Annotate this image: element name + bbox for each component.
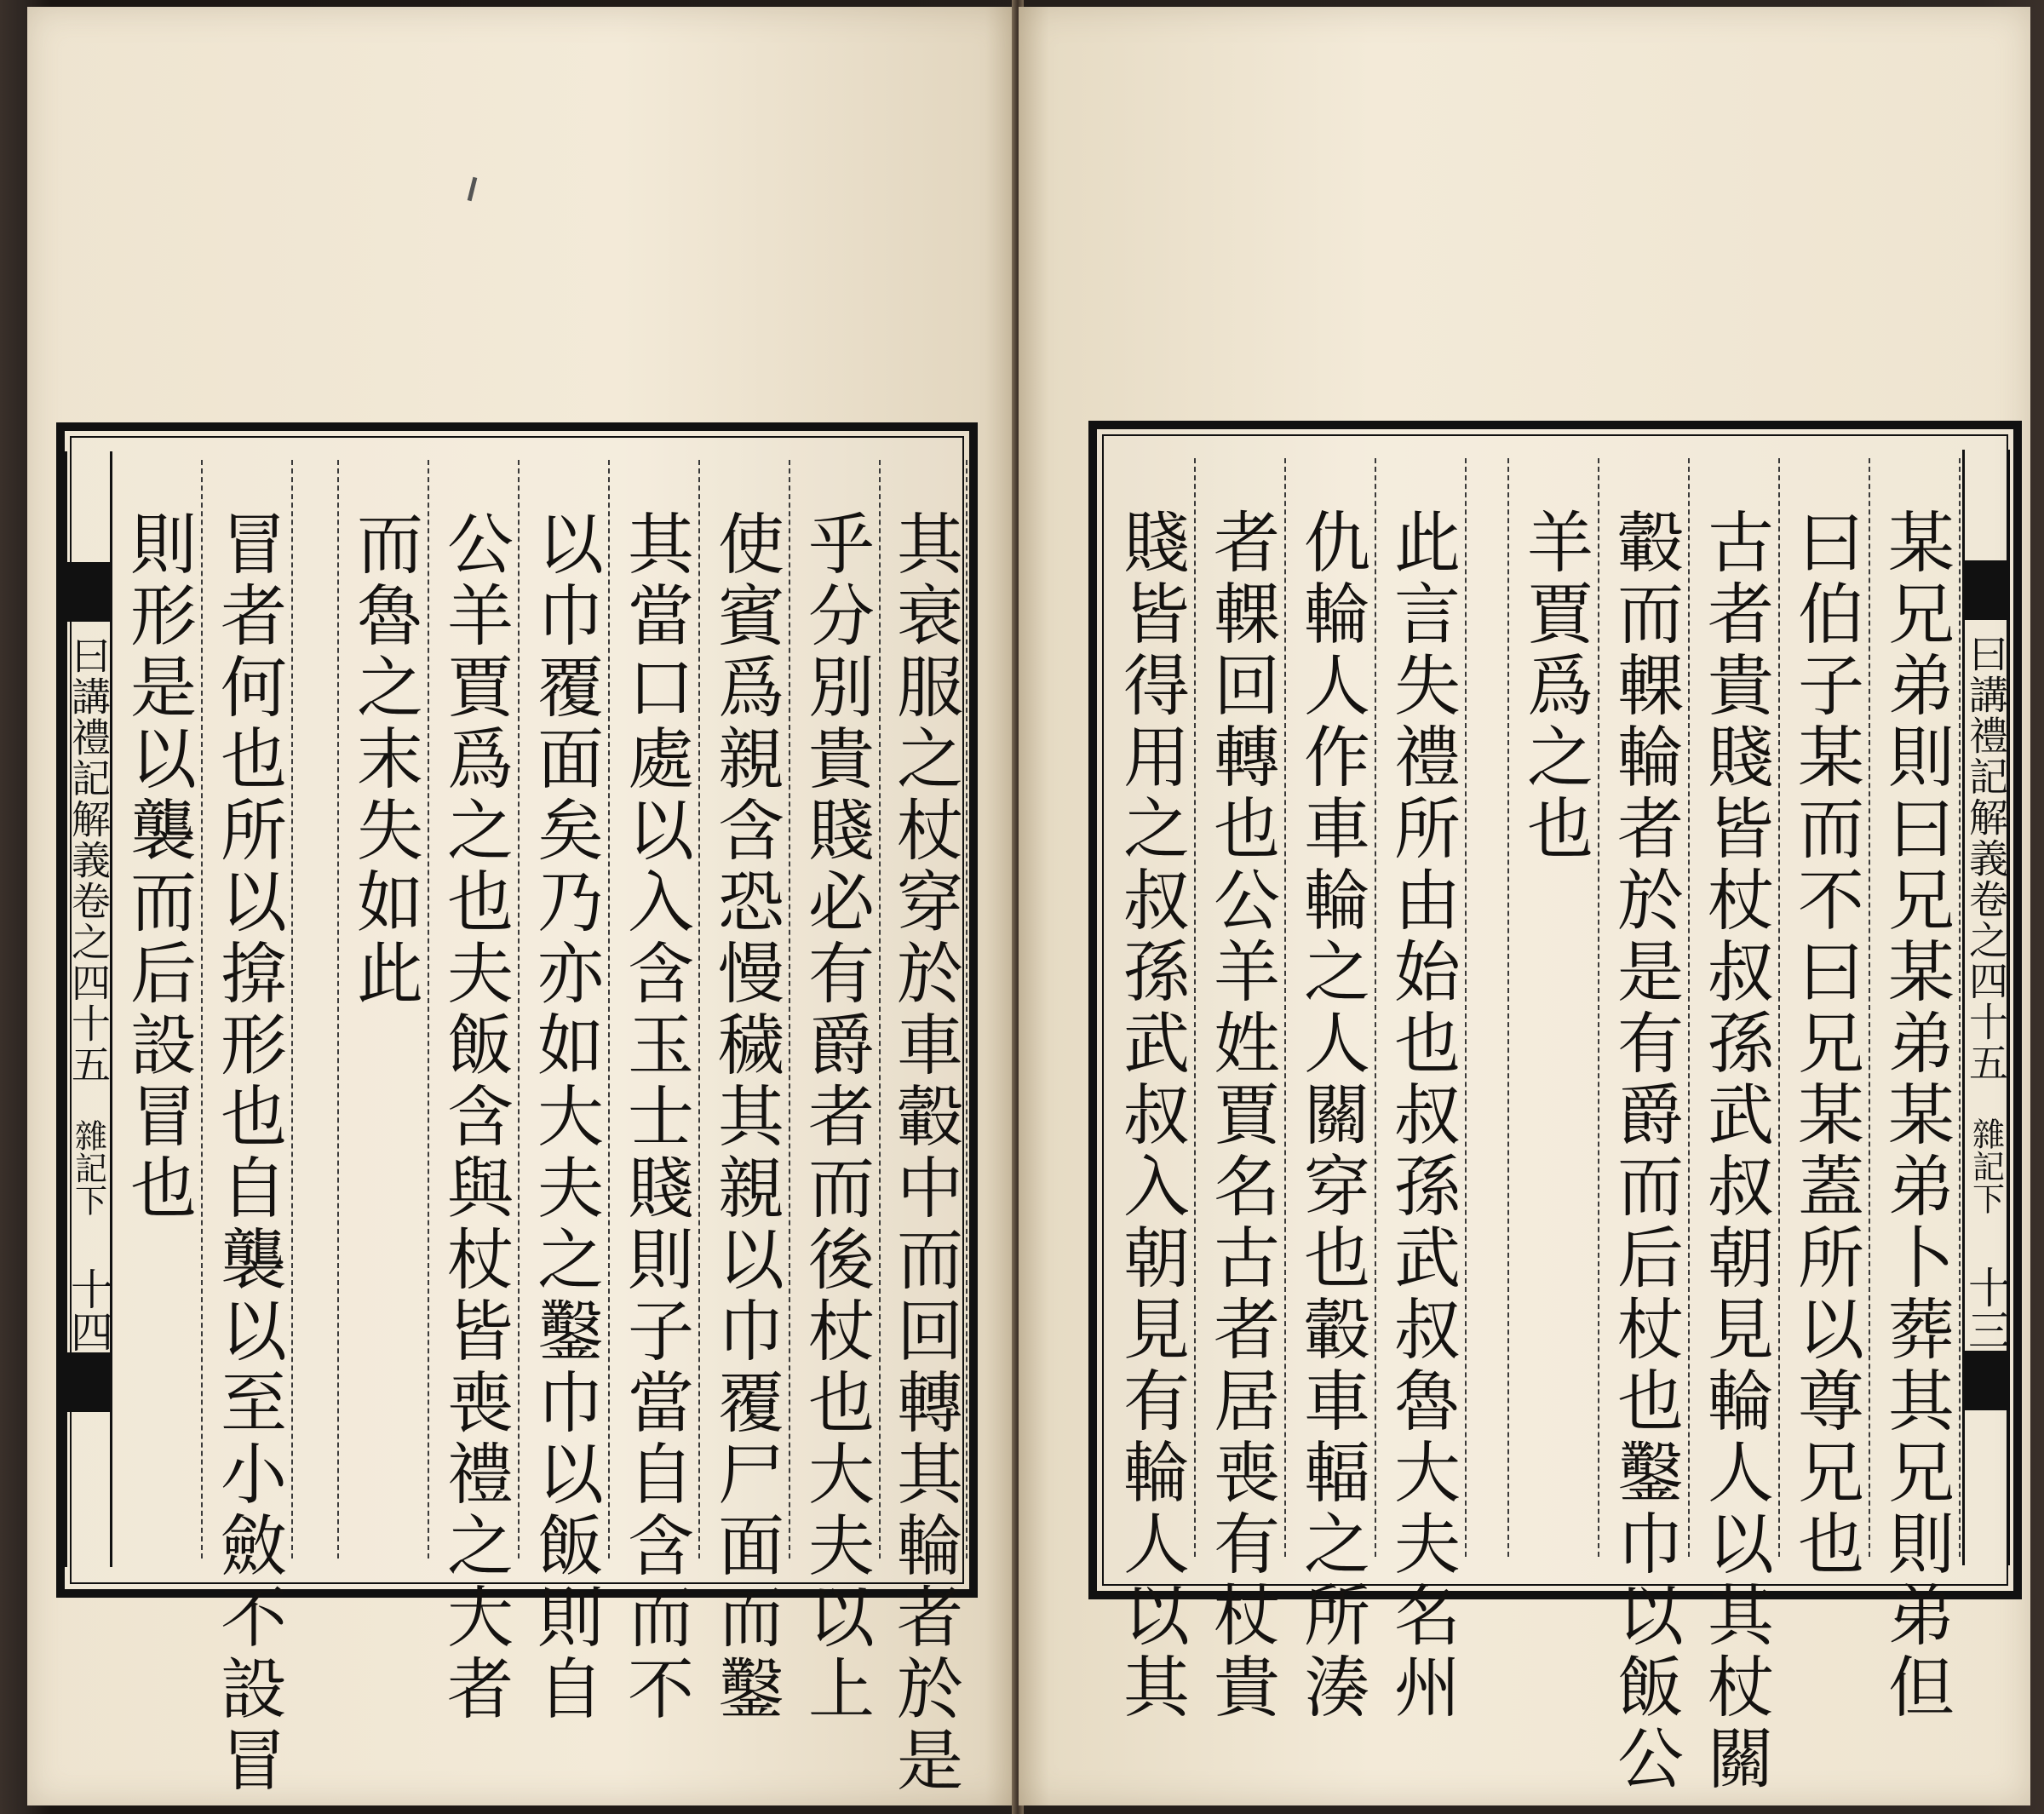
spine-section: 雜記下 <box>1966 1117 2005 1214</box>
text-column-4: 其當口處以入含玉士賤則子當自含而不 <box>611 460 700 1559</box>
text-column-4: 轂而輠輪者於是有爵而后杖也鑿巾以飯公 <box>1601 458 1690 1557</box>
text-column-7: 而魯之末失如此 <box>341 460 429 1559</box>
fish-tail-mark-bottom <box>1965 1351 2007 1410</box>
spine-title: 曰講禮記解義卷之四十五 <box>1963 634 2009 1083</box>
text-column-10: 賤皆得用之叔孫武叔入朝見有輪人以其 <box>1107 458 1196 1557</box>
fish-tail-mark-top <box>67 562 110 622</box>
spine-page-number: 十四 <box>64 1267 113 1352</box>
text-column-3: 古者貴賤皆杖叔孫武叔朝見輪人以其杖關 <box>1691 458 1780 1557</box>
spine-page-number: 十三 <box>1961 1266 2011 1351</box>
text-column-9: 冒者何也所以揜形也自襲以至小斂不設冒 <box>204 460 293 1559</box>
right-spine <box>1962 450 2010 1565</box>
fish-tail-mark-top <box>1965 560 2007 620</box>
text-column-10: 則形是以襲而后設冒也 <box>114 460 203 1559</box>
text-column-6 <box>1468 458 1509 1557</box>
text-column-9: 者輠回轉也公羊姓賈名古者居喪有杖貴 <box>1197 458 1286 1557</box>
right-page <box>1019 7 2030 1805</box>
left-page <box>27 7 1015 1805</box>
text-column-2: 乎分別貴賤必有爵者而後杖也大夫以上 <box>792 460 881 1559</box>
text-column-2: 曰伯子某而不曰兄某蓋所以尊兄也 <box>1782 458 1870 1557</box>
text-column-1: 其衰服之杖穿於車轂中而回轉其輪者於是 <box>882 460 967 1559</box>
text-column-5: 羊賈爲之也 <box>1511 458 1599 1557</box>
fish-tail-mark-bottom <box>67 1352 110 1412</box>
ink-mark <box>468 177 478 201</box>
left-spine <box>65 451 112 1567</box>
right-text-frame <box>1088 421 2022 1795</box>
spine-section: 雜記下 <box>69 1119 107 1216</box>
text-column-6: 公羊賈爲之也夫飯含與杖皆喪禮之大者 <box>431 460 520 1559</box>
text-column-1: 某兄弟則曰兄某弟某弟卜葬其兄則弟但 <box>1872 458 1961 1557</box>
text-column-5: 以巾覆面矣乃亦如大夫之鑿巾以飯則自 <box>521 460 610 1559</box>
text-column-7: 此言失禮所由始也叔孫武叔魯大夫名州 <box>1378 458 1467 1557</box>
text-column-8: 仇輪人作車輪之人關穿也轂車輻之所湊 <box>1288 458 1376 1557</box>
spine-title: 曰講禮記解義卷之四十五 <box>66 635 112 1085</box>
text-column-3: 使賓爲親含恐慢穢其親以巾覆尸面而鑿 <box>702 460 790 1559</box>
left-text-frame <box>56 422 978 1797</box>
